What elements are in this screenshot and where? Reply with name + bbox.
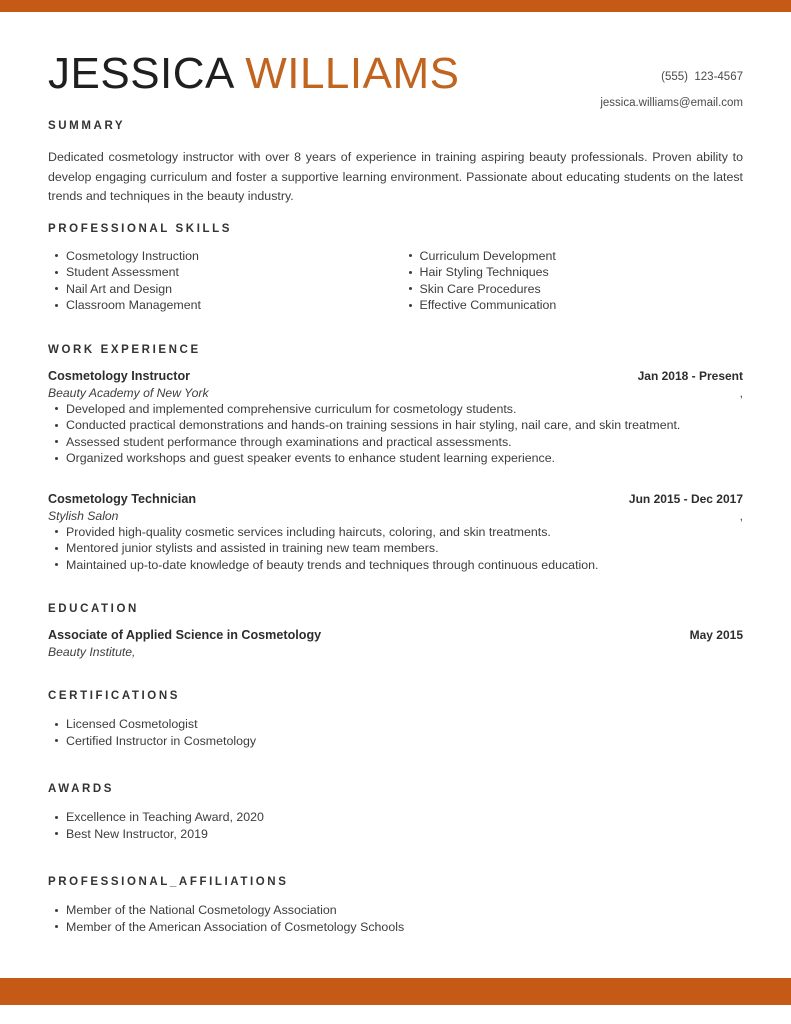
affiliations-heading: PROFESSIONAL_AFFILIATIONS [48, 876, 289, 888]
list-item: Curriculum Development [402, 248, 744, 265]
job-title: Cosmetology Instructor [48, 368, 191, 383]
list-item: Member of the American Association of Cosmetology Schools [48, 919, 743, 936]
list-item: Best New Instructor, 2019 [48, 826, 743, 843]
education-entry-header [48, 627, 743, 644]
job-responsibilities [48, 524, 743, 574]
section-summary [48, 120, 743, 207]
skills-heading: PROFESSIONAL SKILLS [48, 222, 233, 235]
email-address[interactable]: jessica.williams@email.com [600, 97, 743, 109]
first-name: JESSICA [48, 49, 233, 98]
job-organization: Stylish Salon [48, 508, 119, 523]
list-item: Provided high-quality cosmetic services including haircuts, coloring, and skin treatments. [48, 524, 743, 541]
awards-heading: AWARDS [48, 783, 115, 795]
last-name: WILLIAMS [245, 49, 460, 98]
job-trailing-text: , [739, 508, 743, 523]
section-affiliations [48, 876, 743, 935]
experience-entry [48, 368, 743, 467]
experience-heading: WORK EXPERIENCE [48, 343, 201, 356]
certifications-heading: CERTIFICATIONS [48, 690, 181, 702]
section-skills [48, 223, 743, 314]
list-item: Skin Care Procedures [402, 281, 744, 298]
section-education [48, 603, 743, 660]
job-date: Jan 2018 - Present [637, 368, 743, 383]
list-item: Assessed student performance through examinations and practical assessments. [48, 434, 743, 451]
degree-date: May 2015 [689, 628, 743, 642]
list-item: Excellence in Teaching Award, 2020 [48, 809, 743, 826]
skills-list-left [48, 248, 396, 314]
certifications-list [48, 716, 743, 749]
resume-content [48, 12, 743, 935]
list-item: Developed and implemented comprehensive curriculum for cosmetology students. [48, 401, 743, 418]
list-item: Maintained up-to-date knowledge of beauty trends and techniques through continuous education. [48, 557, 743, 574]
list-item: Certified Instructor in Cosmetology [48, 733, 743, 750]
section-certifications [48, 690, 743, 749]
contact-block [600, 64, 743, 116]
list-item: Mentored junior stylists and assisted in training new team members. [48, 540, 743, 557]
resume-header [48, 12, 743, 120]
job-responsibilities [48, 401, 743, 467]
list-item: Nail Art and Design [48, 281, 396, 298]
list-item: Conducted practical demonstrations and hands-on training sessions in hair styling, nail care, and skin treatment. [48, 417, 743, 434]
education-entry-subheader [48, 644, 743, 660]
awards-list [48, 809, 743, 842]
summary-text: Dedicated cosmetology instructor with over 8 years of experience in training aspiring beauty professionals. Proven ability to develop engaging curriculum and foster a supportive learning environment. Passionate about educating students on the latest trends and techniques in the beauty industry. [48, 150, 743, 203]
skills-columns [48, 248, 743, 314]
experience-entry-subheader [48, 385, 743, 401]
section-awards [48, 783, 743, 842]
school-name: Beauty Institute, [48, 645, 136, 659]
experience-entry-header [48, 368, 743, 385]
list-item: Classroom Management [48, 297, 396, 314]
section-work-experience [48, 344, 743, 574]
degree-title: Associate of Applied Science in Cosmetology [48, 628, 322, 642]
phone-number[interactable]: (555) 123-4567 [661, 71, 743, 83]
education-entry [48, 627, 743, 660]
experience-entry-header [48, 491, 743, 508]
list-item: Hair Styling Techniques [402, 264, 744, 281]
education-heading: EDUCATION [48, 603, 139, 615]
list-item: Licensed Cosmetologist [48, 716, 743, 733]
experience-entry [48, 491, 743, 574]
experience-entry-subheader [48, 508, 743, 524]
list-item: Organized workshops and guest speaker events to enhance student learning experience. [48, 450, 743, 467]
affiliations-list [48, 902, 743, 935]
top-accent-bar [0, 0, 791, 12]
summary-heading: SUMMARY [48, 120, 126, 132]
candidate-name [48, 50, 459, 98]
list-item: Member of the National Cosmetology Association [48, 902, 743, 919]
list-item: Student Assessment [48, 264, 396, 281]
skills-list-right [402, 248, 744, 314]
list-item: Cosmetology Instruction [48, 248, 396, 265]
job-trailing-text: , [739, 385, 743, 400]
job-date: Jun 2015 - Dec 2017 [628, 491, 743, 506]
job-organization: Beauty Academy of New York [48, 385, 209, 400]
skills-column-left [48, 248, 396, 314]
list-item: Effective Communication [402, 297, 744, 314]
bottom-accent-bar [0, 978, 791, 1005]
job-title: Cosmetology Technician [48, 491, 197, 506]
skills-column-right [396, 248, 744, 314]
